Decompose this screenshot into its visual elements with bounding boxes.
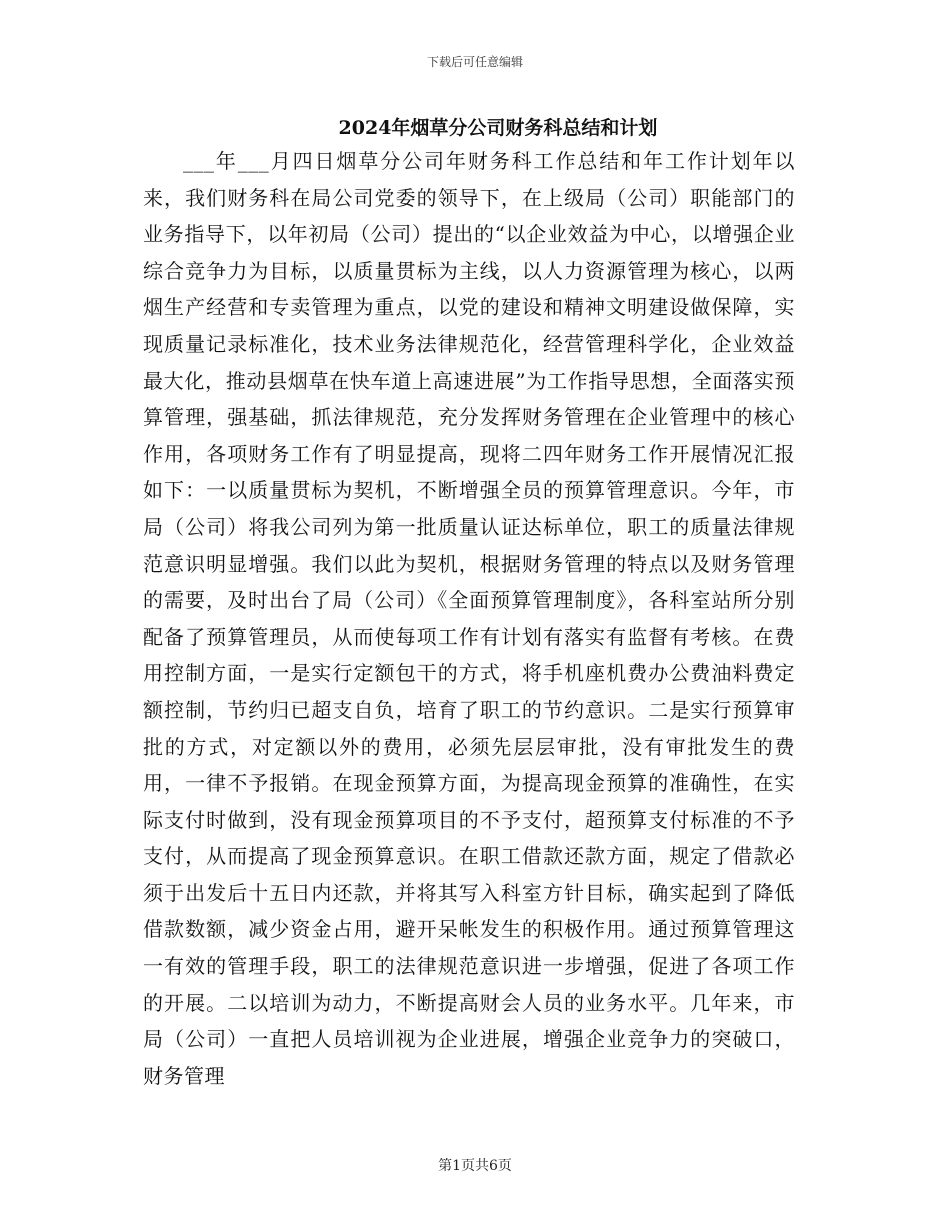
page-number-indicator: 第1页共6页 <box>438 1158 512 1174</box>
page-header-note: 下载后可任意编辑 <box>426 55 523 69</box>
document-title: 2024年烟草分公司财务科总结和计划 <box>338 117 658 139</box>
document-body-paragraph: ___年___月四日烟草分公司年财务科工作总结和年工作计划年以来，我们财务科在局公司党委的领导下，在上级局（公司）职能部门的业务指导下，以年初局（公司）提出的“以企业效益为中心，以增强企业综合竞争力为目标，以质量贯标为主线，以人力资源管理为核心，以两烟生产经营和专卖管理为重点，以党的建设和精神文明建设做保障，实现质量记录标准化，技术业务法律规范化，经营管理科学化，企业效益最大化，推动县烟草在快车道上高速进展”为工作指导思想，全面落实预算管理，强基础，抓法律规范，充分发挥财务管理在企业管理中的核心作用，各项财务工作有了明显提高，现将二四年财务工作开展情况汇报如下：一以质量贯标为契机，不断增强全员的预算管理意识。今年，市局（公司）将我公司列为第一批质量认证达标单位，职工的质量法律规范意识明显增强。我们以此为契机，根据财务管理的特点以及财务管理的需要，及时出台了局（公司）《全面预算管理制度》，各科室站所分别配备了预算管理员，从而使每项工作有计划有落实有监督有考核。在费用控制方面，一是实行定额包干的方式，将手机座机费办公费油料费定额控制，节约归已超支自负，培育了职工的节约意识。二是实行预算审批的方式，对定额以外的费用，必须先层层审批，没有审批发生的费用，一律不予报销。在现金预算方面，为提高现金预算的准确性，在实际支付时做到，没有现金预算项目的不予支付，超预算支付标准的不予支付，从而提高了现金预算意识。在职工借款还款方面，规定了借款必须于出发后十五日内还款，并将其写入科室方针目标，确实起到了降低借款数额，减少资金占用，避开呆帐发生的积极作用。通过预算管理这一有效的管理手段，职工的法律规范意识进一步增强，促进了各项工作的开展。二以培训为动力，不断提高财会人员的业务水平。几年来，市局（公司）一直把人员培训视为企业进展，增强企业竞争力的突破口，财务管理 <box>143 149 795 1088</box>
